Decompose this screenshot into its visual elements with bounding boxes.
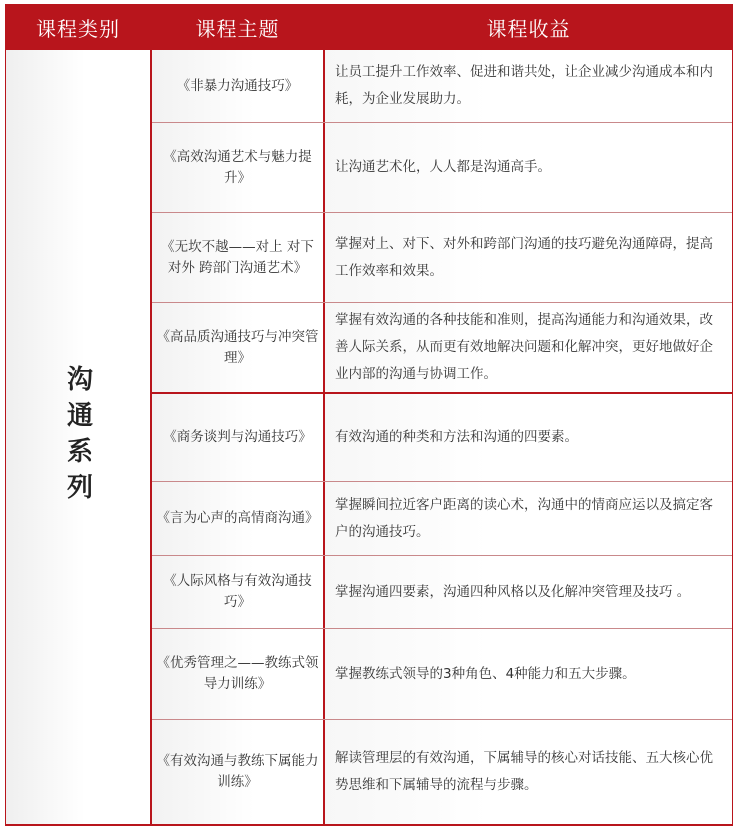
table-body	[5, 50, 733, 826]
table-header	[5, 4, 733, 50]
header-category: 课程类别	[36, 16, 120, 41]
table-row	[152, 720, 732, 824]
course-benefit: 让沟通艺术化，人人都是沟通高手。	[325, 123, 732, 212]
table-row	[152, 123, 732, 213]
course-topic: 《高效沟通艺术与魅力提升》	[152, 123, 325, 212]
category-cell	[6, 50, 152, 824]
course-topic: 《优秀管理之——教练式领导力训练》	[152, 629, 325, 719]
table-row	[152, 394, 732, 482]
course-benefit: 有效沟通的种类和方法和沟通的四要素。	[325, 394, 732, 481]
course-benefit: 让员工提升工作效率、促进和谐共处，让企业减少沟通成本和内耗，为企业发展助力。	[325, 50, 732, 122]
course-benefit: 掌握瞬间拉近客户距离的读心术，沟通中的情商应运以及搞定客户的沟通技巧。	[325, 482, 732, 555]
table-row	[152, 629, 732, 720]
category-label: 沟通系列	[62, 365, 93, 509]
course-topic: 《人际风格与有效沟通技巧》	[152, 556, 325, 628]
course-benefit: 掌握有效沟通的各种技能和准则，提高沟通能力和沟通效果，改善人际关系，从而更有效地解决问题和化解冲突，更好地做好企业内部的沟通与协调工作。	[325, 303, 732, 392]
table-row	[152, 213, 732, 303]
course-topic: 《无坎不越——对上 对下 对外 跨部门沟通艺术》	[152, 213, 325, 302]
course-rows	[152, 50, 732, 824]
course-topic: 《有效沟通与教练下属能力训练》	[152, 720, 325, 824]
course-benefit: 掌握教练式领导的3种角色、4种能力和五大步骤。	[325, 629, 732, 719]
course-benefit: 解读管理层的有效沟通，下属辅导的核心对话技能、五大核心优势思维和下属辅导的流程与步骤。	[325, 720, 732, 824]
table-row	[152, 50, 732, 123]
course-topic: 《高品质沟通技巧与冲突管理》	[152, 303, 325, 392]
table-row	[152, 556, 732, 629]
table-row	[152, 482, 732, 556]
header-benefit: 课程收益	[486, 16, 571, 41]
course-topic: 《非暴力沟通技巧》	[152, 50, 325, 122]
course-topic: 《言为心声的高情商沟通》	[152, 482, 325, 555]
course-benefit: 掌握对上、对下、对外和跨部门沟通的技巧避免沟通障碍，提高工作效率和效果。	[325, 213, 732, 302]
course-benefit: 掌握沟通四要素，沟通四种风格以及化解冲突管理及技巧 。	[325, 556, 732, 628]
course-topic: 《商务谈判与沟通技巧》	[152, 394, 325, 481]
header-topic: 课程主题	[195, 16, 280, 41]
table-row	[152, 303, 732, 394]
